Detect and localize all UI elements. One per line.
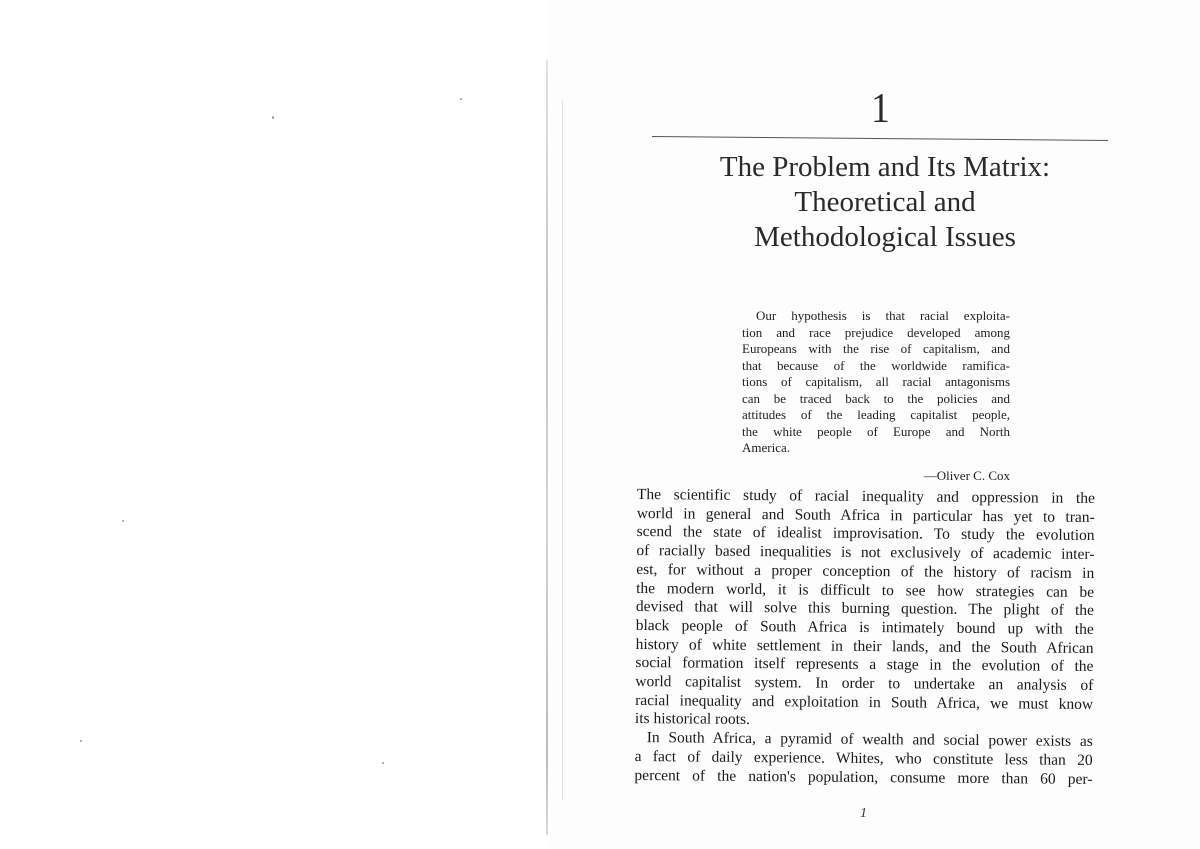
chapter-rule (652, 136, 1108, 141)
body-line: black people of South Africa is intimately bound up with the (635, 616, 1094, 638)
body-text (634, 486, 1095, 789)
chapter-title-line: Methodological Issues (754, 221, 1016, 253)
epigraph-line: Europeans with the rise of capitalism, and (742, 341, 1010, 356)
page-gutter-shadow (562, 100, 563, 800)
epigraph-line: tions of capitalism, all racial antagonisms (742, 374, 1010, 389)
body-line: devised that will solve this burning question. The plight of the (635, 598, 1095, 620)
chapter-title-line: Theoretical and (794, 186, 976, 218)
chapter-number: 1 (871, 86, 890, 132)
scan-speck (80, 740, 82, 742)
body-line: world in general and South Africa in particular has yet to tran- (636, 504, 1095, 526)
body-line: social formation itself represents a stage in the evolution of the (635, 654, 1094, 676)
page-number: 1 (860, 806, 867, 821)
scan-speck (122, 520, 124, 522)
body-line: history of white settlement in their lands, and the South African (635, 635, 1094, 657)
left-blank-page (0, 0, 550, 849)
body-line: racial inequality and exploitation in South Africa, we must know (635, 691, 1094, 713)
body-line: the modern world, it is difficult to see how strategies can be (636, 579, 1095, 601)
epigraph-line: tion and race prejudice developed among (742, 324, 1010, 340)
epigraph-line: can be traced back to the policies and (742, 390, 1010, 406)
body-line: est, for without a proper conception of the history of racism in (636, 560, 1095, 582)
body-line: a fact of daily experience. Whites, who constitute less than 20 (634, 747, 1093, 769)
chapter-title-line: The Problem and Its Matrix: (719, 151, 1051, 183)
page-gutter (546, 60, 548, 835)
body-line: percent of the nation's population, consume more than 60 per- (634, 766, 1093, 788)
scan-speck (382, 762, 384, 764)
body-line: scend the state of idealist improvisation. To study the evolution (636, 523, 1095, 545)
body-line: The scientific study of racial inequality and oppression in the (636, 486, 1095, 507)
scan-speck (460, 98, 462, 100)
body-line: world capitalist system. In order to undertake an analysis of (635, 673, 1094, 695)
epigraph (742, 308, 1010, 457)
scan-speck (272, 116, 274, 119)
body-line: of racially based inequalities is not exclusively of academic inter- (636, 542, 1095, 564)
epigraph-line: attitudes of the leading capitalist people, (742, 407, 1010, 422)
chapter-title (670, 150, 1100, 255)
body-line: In South Africa, a pyramid of wealth and social power exists as (646, 729, 1093, 751)
right-text-page (570, 0, 1170, 849)
epigraph-line: Our hypothesis is that racial exploita- (756, 308, 1010, 323)
epigraph-line: that because of the worldwide ramifica- (742, 357, 1010, 373)
epigraph-line: the white people of Europe and North (742, 423, 1010, 439)
epigraph-line: America. (742, 440, 791, 455)
body-line: its historical roots. (634, 710, 750, 729)
epigraph-attribution: —Oliver C. Cox (923, 468, 1010, 483)
